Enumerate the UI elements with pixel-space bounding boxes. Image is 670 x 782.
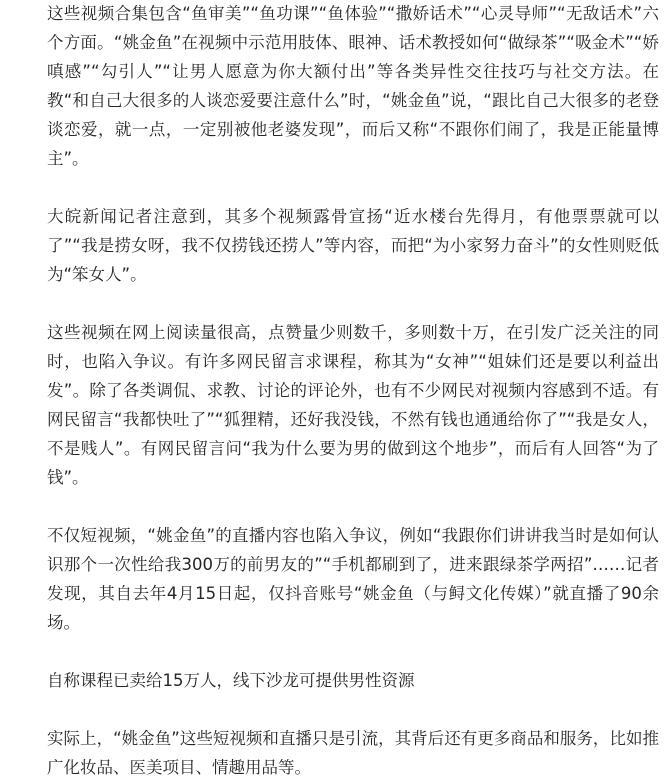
paragraph-video-collection: 这些视频合集包含“鱼审美”“鱼功课”“鱼体验”“撒娇话术”“心灵导师”“无敌话术”六个方面。“姚金鱼”在视频中示范用肢体、眼神、话术教授如何“做绿茶”“吸金术”“娇嗔感”“勾引人”“让男人愿意为你大额付出”等各类异性交往技巧与社交方法。在教“和自己大很多的人谈恋爱要注意什么”时，“姚金鱼”说，“跟比自己大很多的老登谈恋爱，就一点，一定别被他老婆发现”，而后又称“不跟你们闹了，我是正能量博主”。 (47, 4, 659, 168)
paragraph-reporter-notice: 大皖新闻记者注意到，其多个视频露骨宣扬“近水楼台先得月，有他票票就可以了”“我是捞女呀，我不仅捞钱还捞人”等内容，而把“为小家努力奋斗”的女性则贬低为“笨女人”。 (47, 207, 659, 284)
paragraph-monetization: 实际上，“姚金鱼”这些短视频和直播只是引流，其背后还有更多商品和服务，比如推广化妆品、医美项目、情趣用品等。 (47, 729, 659, 777)
section-subheading: 自称课程已卖给15万人，线下沙龙可提供男性资源 (47, 671, 415, 690)
paragraph-livestream: 不仅短视频，“姚金鱼”的直播内容也陷入争议，例如“我跟你们讲讲我当时是如何认识那个一次性给我300万的前男友的”“手机都刷到了，进来跟绿茶学两招”……记者发现，其自去年4月15日起，仅抖音账号“姚金鱼（与鲟文化传媒）”就直播了90余场。 (47, 526, 659, 632)
paragraph-controversy: 这些视频在网上阅读量很高，点赞量少则数千，多则数十万，在引发广泛关注的同时，也陷入争议。有许多网民留言求课程，称其为“女神”“姐妹们还是要以利益出发”。除了各类调侃、求教、讨论的评论外，也有不少网民对视频内容感到不适。有网民留言“我都快吐了”“狐狸精，还好我没钱，不然有钱也通通给你了”“我是女人，不是贱人”。有网民留言问“我为什么要为男的做到这个地步”，而后有人回答“为了钱”。 (47, 323, 659, 487)
article-body (47, 0, 659, 782)
